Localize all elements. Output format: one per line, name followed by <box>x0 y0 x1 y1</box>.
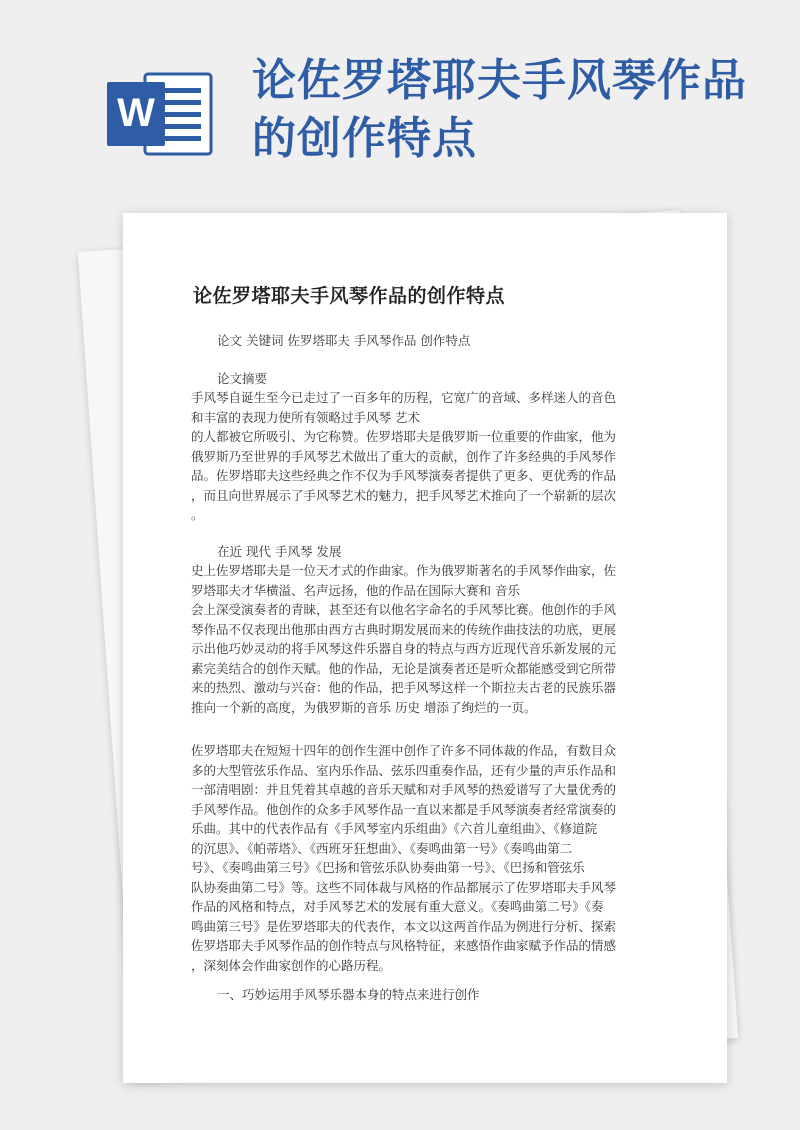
abstract-label: 论文摘要 <box>217 370 268 386</box>
abstract-line: ，而且向世界展示了手风琴艺术的魅力，把手风琴艺术推向了一个崭新的层次 <box>191 487 617 503</box>
document-body <box>191 331 661 1005</box>
abstract-line: 手风琴自诞生至今已走过了一百多年的历程，它宽广的音域、多样迷人的音色 <box>191 390 617 405</box>
abstract-line: 。 <box>191 507 204 522</box>
paragraph-line: 一部清唱剧：并且凭着其卓越的音乐天赋和对手风琴的热爱谱写了大量优秀的 <box>191 782 617 797</box>
abstract-line: 俄罗斯乃至世界的手风琴艺术做出了重大的贡献，创作了许多经典的手风琴作 <box>191 448 617 464</box>
abstract-line: 品。佐罗塔耶夫这些经典之作不仅为手风琴演奏者提供了更多、更优秀的作品 <box>191 468 617 483</box>
paragraph-line: 佐罗塔耶夫手风琴作品的创作特点与风格特征，来感悟作曲家赋予作品的情感 <box>191 938 617 953</box>
paragraph-line: 来的热烈、激动与兴奋：他的作品，把手风琴这样一个斯拉夫古老的民族乐器 <box>191 680 617 695</box>
paragraph-line: 素完美结合的创作天赋。他的作品，无论是演奏者还是听众都能感受到它所带 <box>191 660 617 676</box>
paragraph-line: 鸣曲第三号》是佐罗塔耶夫的代表作，本文以这两首作品为例进行分析、探索 <box>191 918 617 934</box>
banner-title: 论佐罗塔耶夫手风琴作品的创作特点 <box>252 55 747 164</box>
document-page <box>123 213 727 1083</box>
paragraph-line: 手风琴作品。他创作的众多手风琴作品一直以来都是手风琴演奏者经常演奏的 <box>191 801 617 817</box>
paragraph-line: 会上深受演奏者的青睐，甚至还有以他名字命名的手风琴比赛。他创作的手风 <box>191 602 617 617</box>
abstract-line: 的人都被它所吸引、为它称赞。佐罗塔耶夫是俄罗斯一位重要的作曲家，他为 <box>191 429 617 444</box>
paragraph-line: 琴作品不仅表现出他那由西方古典时期发展而来的传统作曲技法的功底，更展 <box>191 621 617 637</box>
paragraph-line: 罗塔耶夫才华横溢、名声远扬，他的作品在国际大赛和 音乐 <box>191 582 520 598</box>
paragraph-line: ，深刻体会作曲家创作的心路历程。 <box>191 957 392 973</box>
paragraph-label: 在近 现代 手风琴 发展 <box>217 543 342 559</box>
paragraph-line: 队协奏曲第二号》等。这些不同体裁与风格的作品都展示了佐罗塔耶夫手风琴 <box>191 879 617 895</box>
paragraph-line: 推向一个新的高度，为俄罗斯的音乐 历史 增添了绚烂的一页。 <box>191 699 537 715</box>
section-heading: 一、巧妙运用手风琴乐器本身的特点来进行创作 <box>217 987 480 1002</box>
paragraph-line: 号》、《奏鸣曲第三号》《巴扬和管弦乐队协奏曲第一号》、《巴扬和管弦乐 <box>191 860 585 875</box>
paragraph-line: 乐曲。其中的代表作品有《手风琴室内乐组曲》《六首儿童组曲》、《修道院 <box>191 821 598 836</box>
paragraph-line: 多的大型管弦乐作品、室内乐作品、弦乐四重奏作品，还有少量的声乐作品和 <box>191 762 617 778</box>
paragraph-line: 的沉思》、《帕蒂塔》、《西班牙狂想曲》、《奏鸣曲第一号》《奏鸣曲第二 <box>191 840 573 856</box>
keywords-line: 论文 关键词 佐罗塔耶夫 手风琴作品 创作特点 <box>217 333 471 348</box>
paragraph-line: 作品的风格和特点，对手风琴艺术的发展有重大意义。《奏鸣曲第二号》《奏 <box>191 899 604 914</box>
header-banner <box>0 0 800 205</box>
abstract-line: 和丰富的表现力使所有领略过手风琴 艺术 <box>191 409 420 425</box>
paragraph-line: 佐罗塔耶夫在短短十四年的创作生涯中创作了许多不同体裁的作品，有数目众 <box>191 743 617 758</box>
svg-text:W: W <box>117 91 155 135</box>
word-document-icon <box>105 68 213 160</box>
document-title: 论佐罗塔耶夫手风琴作品的创作特点 <box>193 285 506 307</box>
paragraph-line: 史上佐罗塔耶夫是一位天才式的作曲家。作为俄罗斯著名的手风琴作曲家，佐 <box>191 563 617 578</box>
paragraph-line: 示出他巧妙灵动的将手风琴这件乐器自身的特点与西方近现代音乐新发展的元 <box>191 641 617 656</box>
